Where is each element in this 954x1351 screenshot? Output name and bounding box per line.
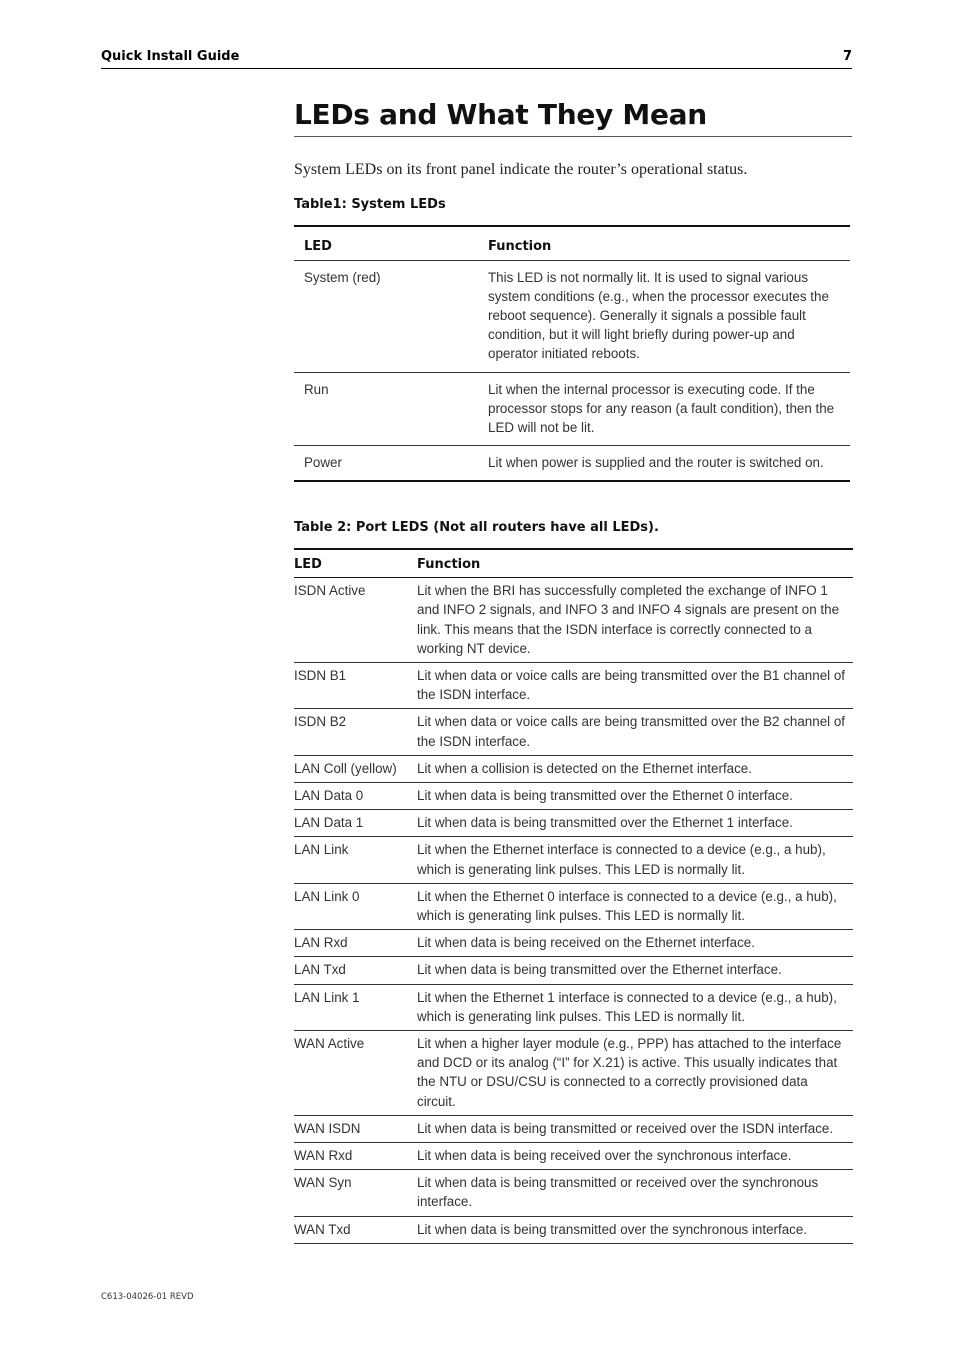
table-row (294, 984, 853, 1030)
led-function-cell: Lit when data is being transmitted or received over the synchronous interface. (417, 1170, 853, 1216)
running-header (101, 48, 852, 69)
table1-caption: Table1: System LEDs (294, 197, 446, 212)
led-name-cell: WAN Active (294, 1031, 417, 1116)
table-row (294, 810, 853, 837)
table-row (294, 260, 850, 372)
led-function-cell: Lit when power is supplied and the router is switched on. (488, 455, 824, 471)
footer-doc-code: C613-04026-01 REVD (101, 1292, 194, 1302)
led-name-cell: LAN Rxd (294, 930, 417, 957)
led-function-cell: Lit when the internal processor is executing code. If the processor stops for any reason (a fault condition), then the LED will not be lit. (478, 372, 850, 446)
table2-caption: Table 2: Port LEDS (Not all routers have all LEDs). (294, 520, 659, 535)
page-title: LEDs and What They Mean (294, 96, 852, 137)
table-header-row (294, 226, 850, 260)
led-function-cell: Lit when data is being transmitted or received over the ISDN interface. (417, 1115, 853, 1142)
led-function-cell: This LED is not normally lit. It is used to signal various system conditions (e.g., when the processor executes the reboot sequence). Generally it signals a possible fault condition, but it will light briefly during power-up and operator initiated reboots. (478, 260, 850, 372)
table-row (294, 883, 853, 929)
led-function-cell: Lit when data is being transmitted over the Ethernet 1 interface. (417, 810, 853, 837)
led-name-cell: System (red) (294, 260, 478, 372)
led-function-cell: Lit when a collision is detected on the Ethernet interface. (417, 755, 853, 782)
led-function-cell: Lit when data is being transmitted over the Ethernet interface. (417, 957, 853, 984)
column-header-led: LED (294, 226, 478, 260)
led-function-cell: Lit when a higher layer module (e.g., PPP) has attached to the interface and DCD or its analog (“I” for X.21) is active. This usually indicates that the NTU or DSU/CSU is connected to a correctly provisioned data circuit. (417, 1031, 853, 1116)
led-name-cell: LAN Link (294, 837, 417, 883)
led-name-cell: WAN Rxd (294, 1143, 417, 1170)
led-function-cell: Lit when the Ethernet 0 interface is connected to a device (e.g., a hub), which is generating link pulses. This LED is normally lit. (417, 883, 853, 929)
table-row (294, 663, 853, 709)
table-row (294, 1216, 853, 1243)
led-name-cell: Run (294, 372, 478, 446)
led-name-cell: ISDN B2 (294, 709, 417, 755)
led-name-cell: Power (304, 455, 342, 471)
led-name-cell: WAN Syn (294, 1170, 417, 1216)
table-row (294, 783, 853, 810)
table-row (294, 957, 853, 984)
table-row (294, 755, 853, 782)
table-row (294, 446, 850, 482)
table-row (294, 372, 850, 446)
table-header-row (294, 549, 853, 578)
led-name-cell: LAN Link 1 (294, 984, 417, 1030)
table-row (294, 930, 853, 957)
table-row (294, 1031, 853, 1116)
led-function-cell: Lit when the Ethernet interface is connected to a device (e.g., a hub), which is generating link pulses. This LED is normally lit. (417, 837, 853, 883)
led-function-cell: Lit when data or voice calls are being transmitted over the B2 channel of the ISDN interface. (417, 709, 853, 755)
table-row (294, 837, 853, 883)
led-function-cell: Lit when data or voice calls are being transmitted over the B1 channel of the ISDN interface. (417, 663, 853, 709)
led-name-cell: WAN ISDN (294, 1115, 417, 1142)
page-number: 7 (842, 49, 852, 64)
led-name-cell: WAN Txd (294, 1216, 417, 1243)
system-leds-table (294, 225, 850, 482)
led-name-cell: ISDN B1 (294, 663, 417, 709)
column-header-function: Function (417, 549, 853, 578)
led-name-cell: LAN Link 0 (294, 883, 417, 929)
led-name-cell: LAN Data 1 (294, 810, 417, 837)
led-name-cell: ISDN Active (294, 578, 417, 663)
table-row (294, 1170, 853, 1216)
led-function-cell: Lit when data is being received over the synchronous interface. (417, 1143, 853, 1170)
led-function-cell: Lit when the BRI has successfully completed the exchange of INFO 1 and INFO 2 signals, and INFO 3 and INFO 4 signals are present on the link. This means that the ISDN interface is correctly connected to a working NT device. (417, 578, 853, 663)
led-name-cell: LAN Data 0 (294, 783, 417, 810)
column-header-led: LED (294, 549, 417, 578)
led-function-cell: Lit when the Ethernet 1 interface is connected to a device (e.g., a hub), which is generating link pulses. This LED is normally lit. (417, 984, 853, 1030)
column-header-function: Function (478, 226, 850, 260)
led-function-cell: Lit when data is being transmitted over the Ethernet 0 interface. (417, 783, 853, 810)
led-name-cell: LAN Coll (yellow) (294, 755, 417, 782)
led-function-cell: Lit when data is being transmitted over the synchronous interface. (417, 1216, 853, 1243)
table-row (294, 578, 853, 663)
intro-paragraph: System LEDs on its front panel indicate the router’s operational status. (294, 161, 748, 178)
port-leds-table (294, 548, 853, 1244)
header-title: Quick Install Guide (101, 49, 240, 64)
table-row (294, 1143, 853, 1170)
led-function-cell: Lit when data is being received on the Ethernet interface. (417, 930, 853, 957)
table-row (294, 1115, 853, 1142)
table-row (294, 709, 853, 755)
led-name-cell: LAN Txd (294, 957, 417, 984)
